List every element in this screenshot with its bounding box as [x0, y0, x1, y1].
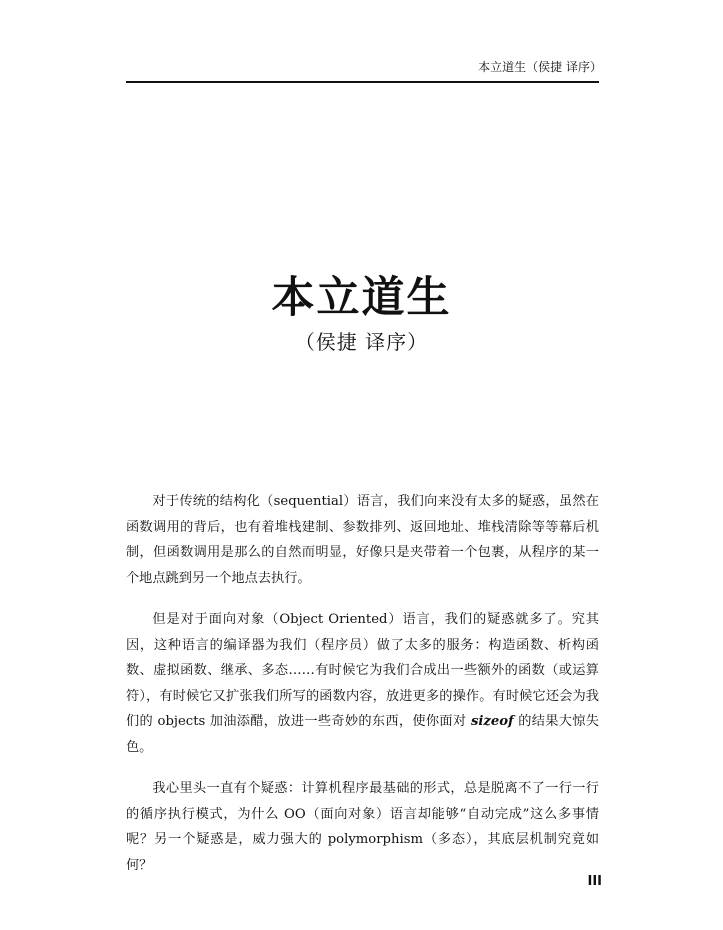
- page-number: III: [587, 874, 602, 889]
- paragraph-text: 的结果大惊失色。: [126, 714, 599, 755]
- paragraph-text: 但是对于面向对象（Object Oriented）语言，我们的疑惑就多了。究其因，这种语言的编译器为我们（程序员）做了太多的服务：构造函数、析构函数、虚拟函数、继承、多态……有时候它为我们合成出一些额外的函数（或运算符），有时候它又扩张我们所写的函数内容，放进更多的操作。有时候它还会为我们的 objects 加油添醋，放进一些奇妙的东西，使你面对: [126, 612, 599, 729]
- body-text: [126, 489, 599, 894]
- code-term: sizeof: [470, 714, 514, 729]
- paragraph: 对于传统的结构化（sequential）语言，我们向来没有太多的疑惑，虽然在函数调用的背后，也有着堆栈建制、参数排列、返回地址、堆栈清除等等幕后机制，但函数调用是那么的自然而明显，好像只是夹带着一个包裹，从程序的某一个地点跳到另一个地点去执行。: [126, 494, 599, 586]
- chapter-title: 本立道生: [271, 273, 452, 323]
- running-header: 本立道生（侯捷 译序）: [478, 60, 602, 74]
- chapter-subtitle: （侯捷 译序）: [294, 330, 429, 354]
- paragraph: [126, 607, 599, 760]
- paragraph: 我心里头一直有个疑惑：计算机程序最基础的形式，总是脱离不了一行一行的循序执行模式，为什么 OO（面向对象）语言却能够“自动完成”这么多事情呢？另一个疑惑是，威力强大的 polymorphism（多态），其底层机制究竟如何？: [126, 781, 599, 873]
- header-rule: [126, 81, 599, 83]
